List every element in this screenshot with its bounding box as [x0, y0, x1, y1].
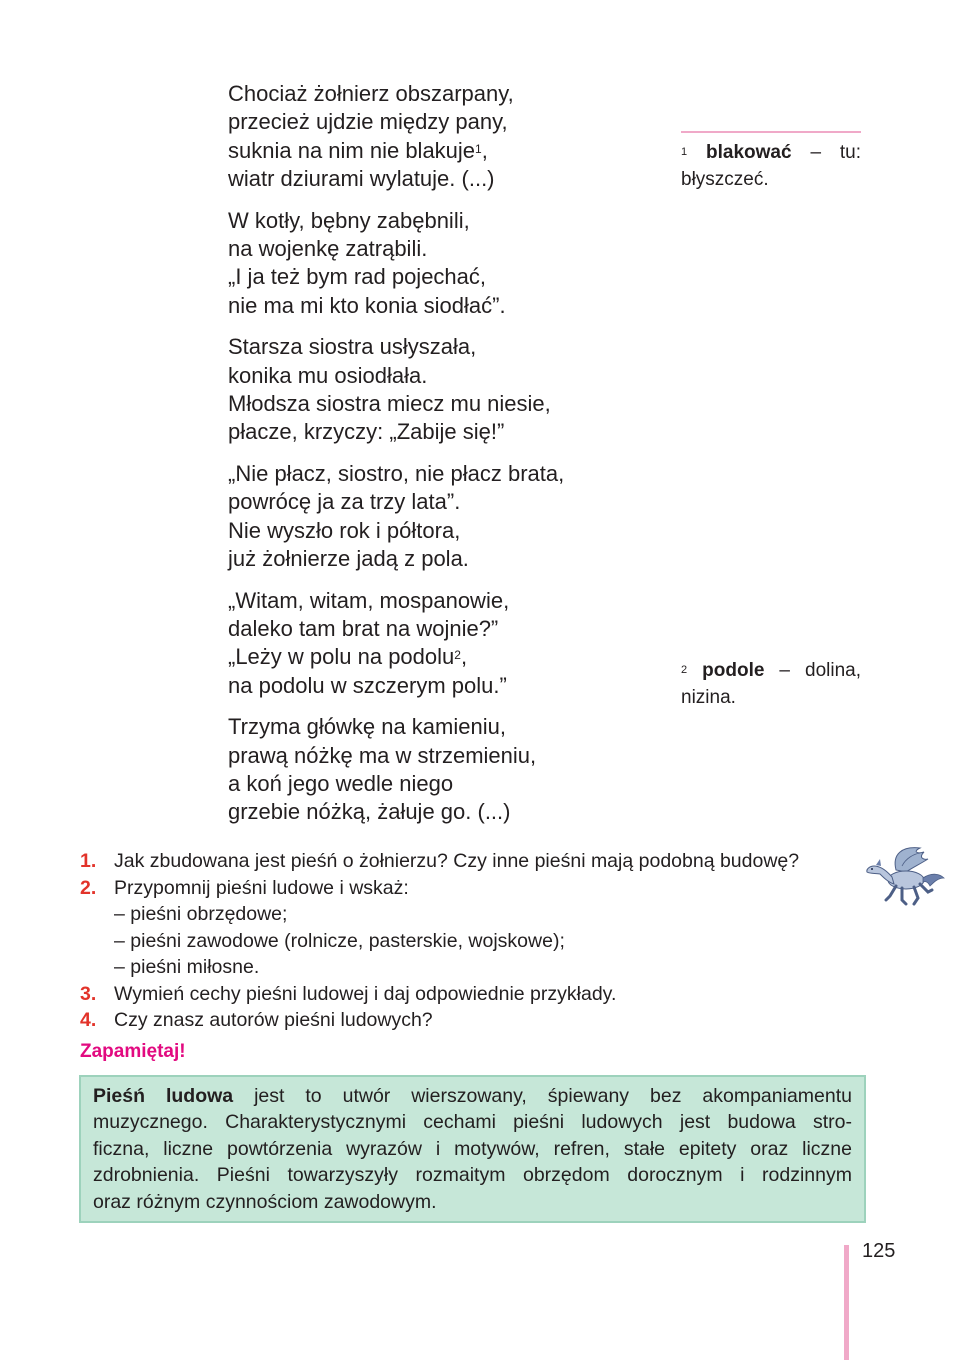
footnote-1 — [681, 139, 861, 193]
question-3 — [80, 981, 870, 1008]
poem-line: już żołnierze jadą z pola. — [228, 546, 469, 572]
question-1 — [80, 848, 870, 875]
footnote-number: 1 — [681, 146, 688, 158]
poem-line: „Witam, witam, mospanowie, — [228, 587, 510, 613]
pegasus-icon — [862, 844, 946, 910]
footnote-definition: – tu: błyszczeć. — [681, 142, 862, 190]
question-text: Czy znasz autorów pieśni ludowych? — [114, 1009, 433, 1031]
definition-line: oraz różnym czynnościom zawodowym. — [93, 1190, 437, 1213]
page-number: 125 — [862, 1240, 896, 1262]
stanza-1 — [228, 80, 648, 194]
footnote-term: blakować — [706, 142, 792, 163]
stanza-4 — [228, 460, 648, 574]
question-4 — [80, 1007, 870, 1034]
comma: , — [460, 644, 468, 670]
defined-term: Pieśń ludowa — [93, 1085, 234, 1107]
question-number: 2. — [80, 876, 97, 899]
poem-line — [228, 80, 648, 108]
poem-line: Trzyma główkę na kamieniu, — [228, 714, 506, 740]
poem-line: prawą nóżkę ma w strzemieniu, — [228, 742, 537, 768]
question-text: Jak zbudowana jest pieśń o żołnierzu? Czy inne pieśni mają podobną budowę? — [114, 850, 800, 872]
poem-line — [228, 165, 648, 193]
question-number: 1. — [80, 850, 97, 872]
line-text: „Leży w polu na podolu — [228, 644, 455, 670]
poem-line: powrócę ja za trzy lata”. — [228, 489, 461, 515]
poem-line: płacze, krzyczy: „Zabije się!” — [228, 419, 505, 445]
stanza-6 — [228, 713, 648, 827]
question-subitem: – pieśni obrzędowe; — [114, 903, 288, 925]
footnote-divider — [681, 131, 861, 133]
footnote-number: 2 — [681, 664, 688, 676]
poem-line: Młodsza siostra miecz mu niesie, — [228, 391, 551, 417]
question-number: 4. — [80, 1009, 97, 1031]
definition-line: ficzna, liczne powtórzenia wyrazów i motywów, refren, stałe epitety oraz liczne — [93, 1137, 852, 1160]
poem-line: „Nie płacz, siostro, nie płacz brata, — [228, 460, 565, 486]
poem-line: na podolu w szczerym polu.” — [228, 672, 507, 698]
poem — [228, 80, 648, 840]
line-text: przecież ujdzie między pany, — [228, 109, 508, 135]
poem-line: W kotły, bębny zabębnili, — [228, 207, 470, 233]
poem-line: Nie wyszło rok i półtora, — [228, 517, 461, 543]
poem-line — [228, 108, 648, 136]
questions-list — [80, 848, 870, 1034]
footnote-2 — [681, 657, 861, 711]
poem-line: daleko tam brat na wojnie?” — [228, 615, 499, 641]
line-text: wiatr dziurami wylatuje. (...) — [228, 166, 495, 192]
poem-line: a koń jego wedle niego — [228, 770, 454, 796]
poem-line: nie ma mi kto konia siodłać”. — [228, 292, 506, 318]
question-text: Przypomnij pieśni ludowe i wskaż: — [114, 876, 409, 899]
question-text: Wymień cechy pieśni ludowej i daj odpowiednie przykłady. — [114, 982, 617, 1005]
line-text: suknia na nim nie blakuje — [228, 137, 476, 163]
poem-line: konika mu osiodłała. — [228, 362, 428, 388]
poem-line: Starsza siostra usłyszała, — [228, 334, 477, 360]
definition-line: zdrobnienia. Pieśni towarzyszyły rozmaitym obrzędom dorocznym i rodzinnym — [93, 1164, 852, 1187]
stanza-5 — [228, 587, 648, 701]
remember-heading: Zapamiętaj! — [80, 1041, 186, 1062]
poem-line: na wojenkę zatrąbili. — [228, 236, 428, 262]
poem-line — [228, 643, 648, 671]
definition-box — [79, 1075, 866, 1223]
poem-line — [228, 137, 648, 165]
question-2 — [80, 875, 870, 902]
poem-line: „I ja też bym rad pojechać, — [228, 264, 487, 290]
definition-text: jest to utwór wierszowany, śpiewany bez akompaniamentu — [233, 1085, 852, 1107]
question-subitem: – pieśni zawodowe (rolnicze, pasterskie, wojskowe); — [114, 929, 565, 952]
definition-line — [93, 1083, 852, 1109]
stanza-2 — [228, 207, 648, 321]
footnote-marker-1: 1 — [475, 141, 482, 156]
stanza-3 — [228, 333, 648, 447]
page-edge-rule — [844, 1245, 849, 1360]
line-text: Chociaż żołnierz obszarpany, — [228, 81, 514, 106]
footnote-marker-2: 2 — [454, 648, 461, 663]
question-subitem: – pieśni miłosne. — [114, 956, 260, 978]
definition-line: muzycznego. Charakterystycznymi cechami pieśni ludowych jest budowa stro- — [93, 1111, 852, 1134]
poem-line: grzebie nóżką, żałuje go. (...) — [228, 799, 511, 825]
question-number: 3. — [80, 982, 97, 1005]
footnote-definition: – dolina, nizina. — [681, 660, 861, 708]
footnote-term: podole — [702, 660, 765, 681]
comma: , — [481, 137, 488, 163]
